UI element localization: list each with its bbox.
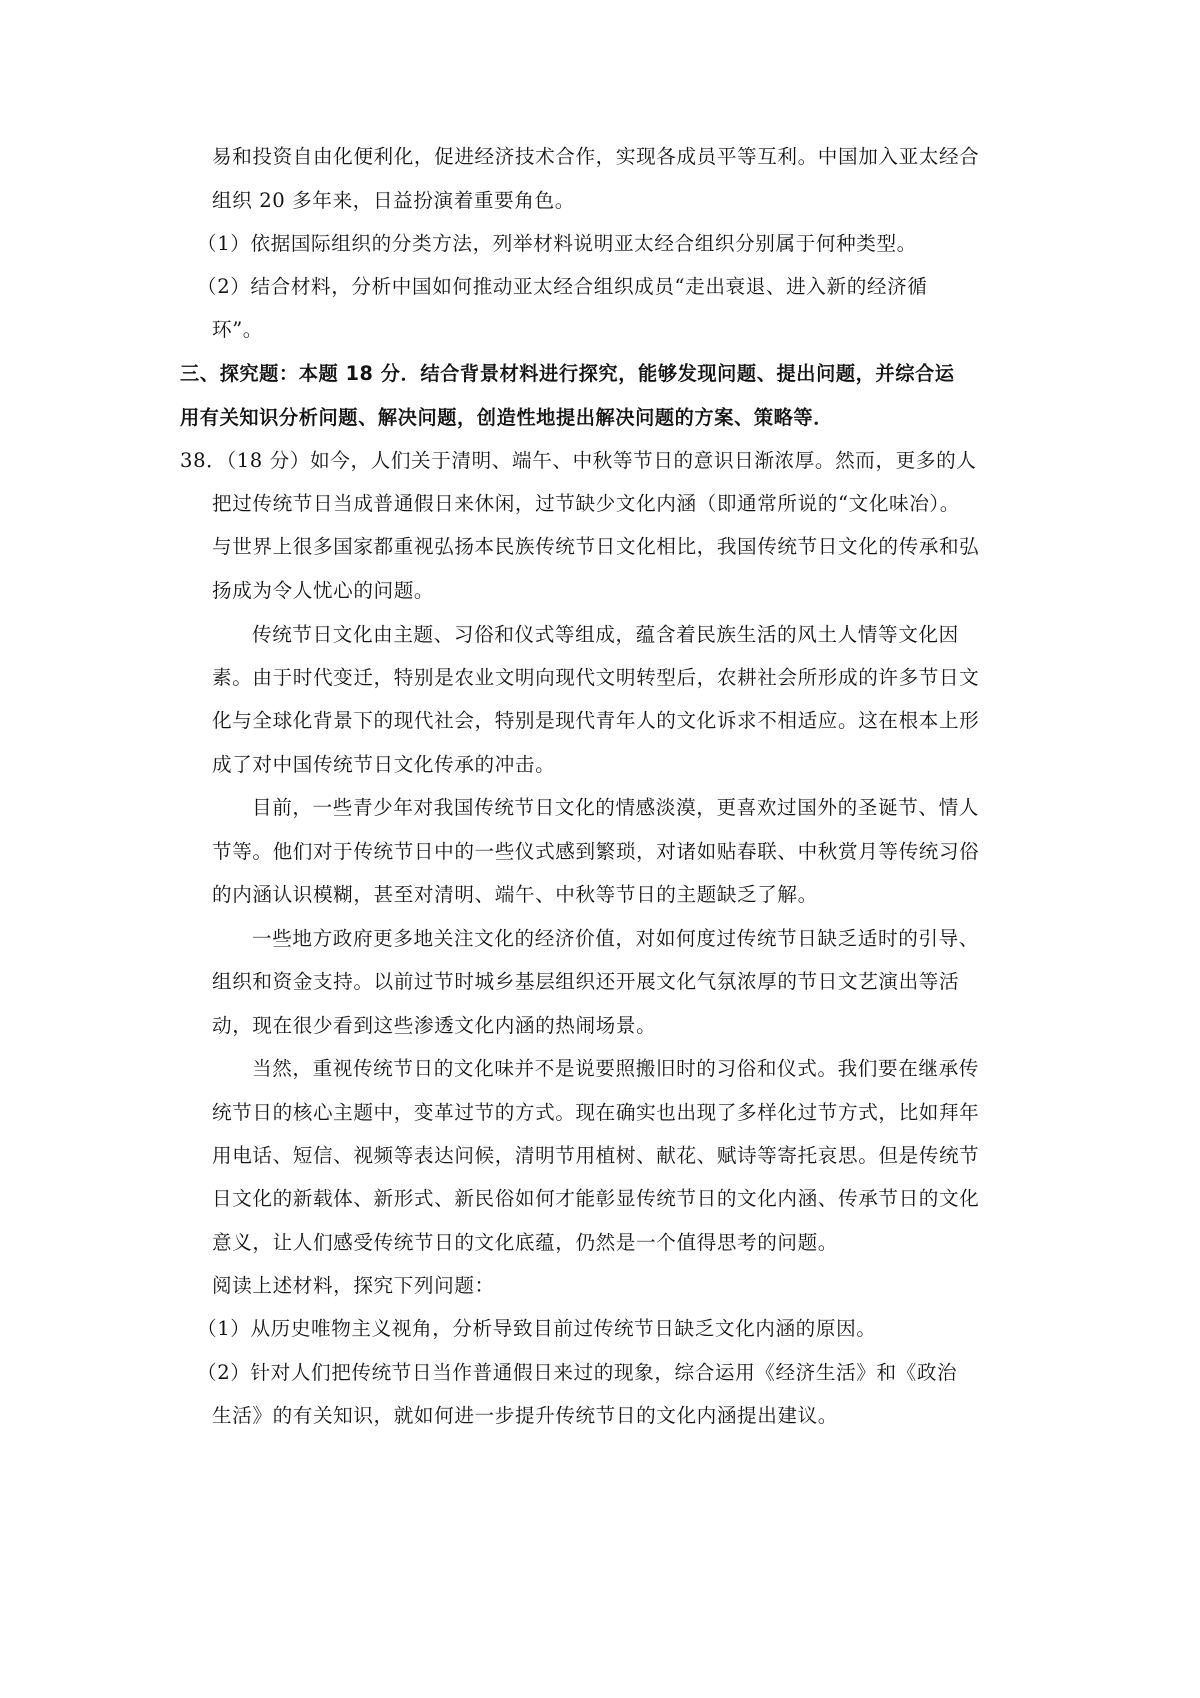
text-line: 把过传统节日当成普通假日来休闲，过节缺少文化内涵（即通常所说的“文化味冶）。 (212, 492, 960, 515)
text-line: 节等。他们对于传统节日中的一些仪式感到繁琐，对诸如贴春联、中秋赏月等传统习俗 (212, 840, 980, 863)
paragraph-start: 当然，重视传统节日的文化味并不是说要照搬旧时的习俗和仪式。我们要在继承传 (252, 1057, 979, 1080)
text-line: 组织 20 多年来，日益扮演着重要角色。 (212, 189, 575, 212)
instruction-line: 阅读上述材料，探究下列问题： (212, 1274, 495, 1297)
question-part-1: （1）依据国际组织的分类方法，列举材料说明亚太经合组织分别属于何种类型。 (197, 232, 917, 255)
text-line: 扬成为令人忧心的问题。 (212, 579, 435, 602)
text-line: 用电话、短信、视频等表达问候，清明节用植树、献花、赋诗等寄托哀思。但是传统节 (212, 1144, 980, 1167)
question-part-1: （1）从历史唯物主义视角，分析导致目前过传统节日缺乏文化内涵的原因。 (197, 1317, 877, 1340)
paragraph-start: 传统节日文化由主题、习俗和仪式等组成，蕴含着民族生活的风土人情等文化因 (252, 623, 959, 646)
section-heading: 三、探究题：本题 18 分．结合背景材料进行探究，能够发现问题、提出问题，并综合运 (180, 362, 955, 385)
text-line: 统节日的核心主题中，变革过节的方式。现在确实也出现了多样化过节方式，比如拜年 (212, 1101, 980, 1124)
text-line: 日文化的新载体、新形式、新民俗如何才能彰显传统节日的文化内涵、传承节日的文化 (212, 1187, 980, 1210)
text-line: 环”。 (212, 318, 264, 341)
text-line: 素。由于时代变迁，特别是农业文明向现代文明转型后，农耕社会所形成的许多节日文 (212, 666, 980, 689)
paragraph-start: 一些地方政府更多地关注文化的经济价值，对如何度过传统节日缺乏适时的引导、 (252, 927, 979, 950)
paragraph-start: 目前，一些青少年对我国传统节日文化的情感淡漠，更喜欢过国外的圣诞节、情人 (252, 796, 979, 819)
text-line: 与世界上很多国家都重视弘扬本民族传统节日文化相比，我国传统节日文化的传承和弘 (212, 535, 980, 558)
question-part-2: （2）结合材料，分析中国如何推动亚太经合组织成员“走出衰退、进入新的经济循 (197, 275, 928, 298)
text-line: 的内涵认识模糊，甚至对清明、端午、中秋等节日的主题缺乏了解。 (212, 883, 818, 906)
text-line: 组织和资金支持。以前过节时城乡基层组织还开展文化气氛浓厚的节日文艺演出等活 (212, 970, 960, 993)
section-heading: 用有关知识分析问题、解决问题，创造性地提出解决问题的方案、策略等． (180, 406, 833, 429)
text-line: 成了对中国传统节日文化传承的冲击。 (212, 753, 556, 776)
question-38: 38．（18 分）如今，人们关于清明、端午、中秋等节日的意识日渐浓厚。然而，更多的人 (180, 449, 977, 472)
text-line: 化与全球化背景下的现代社会，特别是现代青年人的文化诉求不相适应。这在根本上形 (212, 709, 980, 732)
text-line: 生活》的有关知识，就如何进一步提升传统节日的文化内涵提出建议。 (212, 1404, 839, 1427)
text-line: 意义，让人们感受传统节日的文化底蕴，仍然是一个值得思考的问题。 (212, 1231, 839, 1254)
question-part-2: （2）针对人们把传统节日当作普通假日来过的现象，综合运用《经济生活》和《政治 (197, 1361, 958, 1384)
text-line: 易和投资自由化便利化，促进经济技术合作，实现各成员平等互利。中国加入亚太经合 (212, 145, 980, 168)
text-line: 动，现在很少看到这些渗透文化内涵的热闹场景。 (212, 1014, 657, 1037)
